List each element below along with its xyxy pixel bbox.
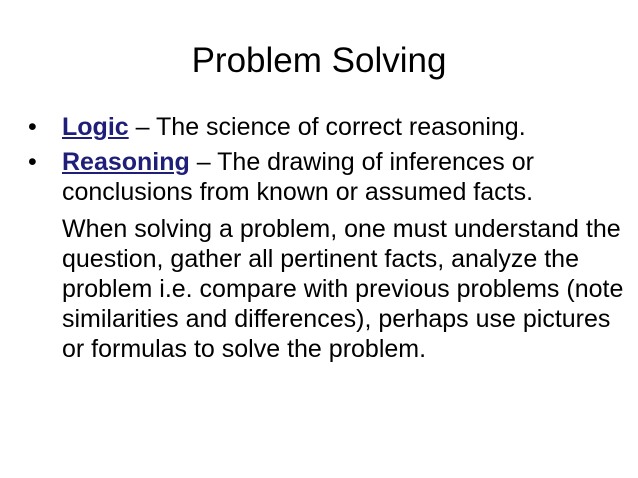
term-reasoning: Reasoning <box>62 148 190 176</box>
bullet-item-reasoning <box>26 147 626 207</box>
slide-body <box>26 112 626 364</box>
slide-title: Problem Solving <box>191 41 447 80</box>
bullet-marker: • <box>28 113 37 141</box>
definition-logic: – The science of correct reasoning. <box>128 113 526 141</box>
problem-solving-paragraph: When solving a problem, one must understand the question, gather all pertinent facts, analyze the problem i.e. compare with previous problems (note similarities and differences), perhaps use pictures or formulas to solve the problem. <box>62 215 624 363</box>
term-logic: Logic <box>62 113 129 141</box>
definition-reasoning: – The drawing of inferences or conclusions from known or assumed facts. <box>62 148 534 206</box>
bullet-item-logic <box>26 112 626 142</box>
bullet-marker: • <box>28 148 37 176</box>
